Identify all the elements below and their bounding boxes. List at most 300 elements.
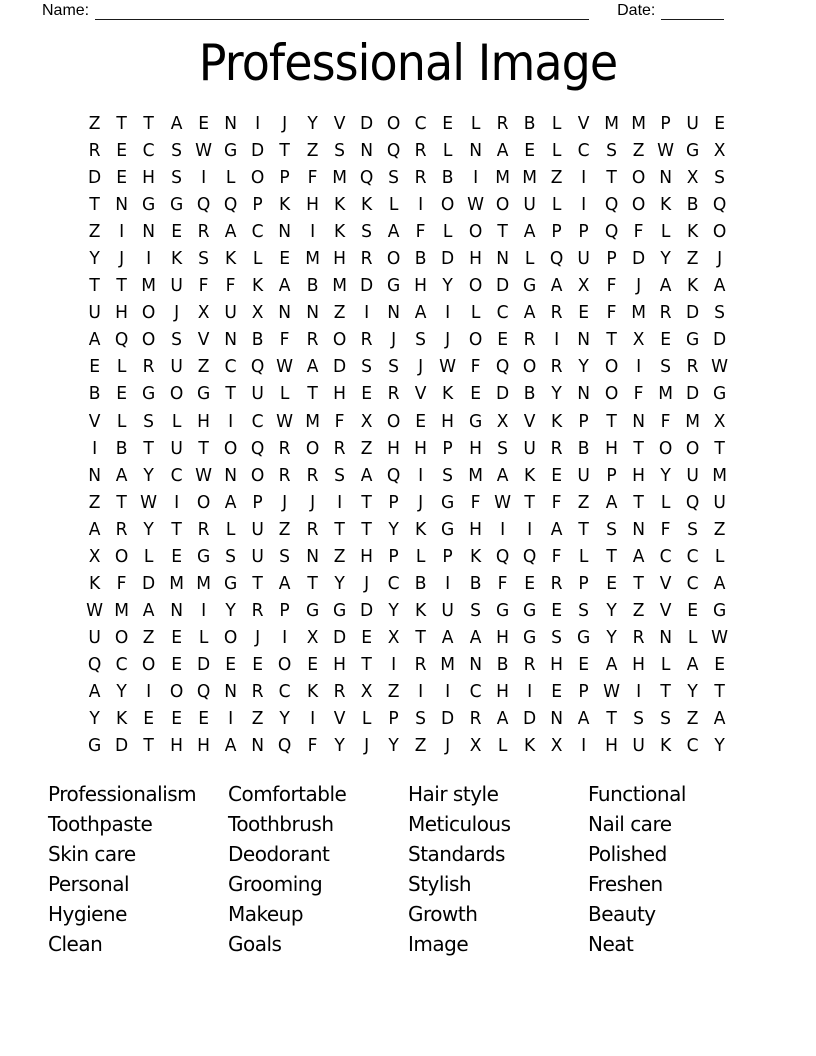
grid-letter: G bbox=[169, 194, 183, 216]
grid-letter: G bbox=[686, 140, 700, 162]
grid-letter: Q bbox=[386, 140, 401, 162]
grid-letter: L bbox=[524, 248, 535, 270]
grid-letter: C bbox=[170, 464, 183, 486]
grid-letter: H bbox=[468, 248, 482, 270]
name-blank-line bbox=[95, 2, 589, 20]
grid-letter: U bbox=[523, 194, 536, 216]
grid-letter: V bbox=[659, 572, 672, 594]
grid-letter: C bbox=[224, 356, 237, 378]
word-list-item: Skin care bbox=[48, 842, 136, 866]
grid-letter: I bbox=[309, 708, 315, 730]
grid-letter: N bbox=[631, 518, 645, 540]
grid-letter: E bbox=[469, 383, 481, 405]
grid-letter: K bbox=[415, 599, 427, 621]
grid-letter: G bbox=[196, 383, 210, 405]
grid-letter: G bbox=[332, 599, 346, 621]
grid-letter: R bbox=[414, 140, 427, 162]
grid-letter: O bbox=[658, 437, 673, 459]
grid-letter: P bbox=[388, 708, 399, 730]
grid-letter: Q bbox=[604, 194, 618, 216]
grid-letter: H bbox=[387, 437, 401, 459]
grid-letter: N bbox=[115, 194, 129, 216]
grid-letter: F bbox=[551, 491, 562, 513]
grid-letter: E bbox=[551, 681, 563, 702]
grid-letter: Z bbox=[686, 248, 699, 270]
grid-letter: E bbox=[578, 302, 590, 324]
grid-letter: G bbox=[468, 410, 482, 432]
grid-letter: J bbox=[391, 329, 397, 351]
grid-letter: A bbox=[632, 545, 645, 567]
grid-letter: D bbox=[686, 302, 700, 324]
grid-letter: R bbox=[360, 329, 373, 351]
grid-letter: R bbox=[632, 626, 645, 648]
grid-letter: R bbox=[550, 302, 563, 324]
grid-letter: I bbox=[445, 681, 451, 702]
puzzle-title: Professional Image bbox=[198, 34, 618, 92]
grid-letter: L bbox=[552, 194, 562, 216]
grid-letter: H bbox=[332, 248, 346, 270]
grid-letter: A bbox=[523, 302, 536, 324]
word-list-item: Goals bbox=[228, 932, 282, 956]
grid-letter: I bbox=[146, 681, 152, 702]
grid-letter: N bbox=[251, 735, 265, 757]
grid-letter: Y bbox=[89, 248, 100, 270]
grid-letter: A bbox=[387, 221, 400, 243]
grid-letter: T bbox=[361, 653, 372, 675]
grid-letter: M bbox=[658, 383, 673, 405]
grid-letter: D bbox=[115, 735, 129, 757]
grid-letter: C bbox=[251, 221, 264, 243]
grid-letter: B bbox=[578, 437, 590, 459]
word-list-column bbox=[228, 779, 406, 959]
grid-letter: Q bbox=[550, 248, 564, 270]
grid-letter: H bbox=[305, 194, 319, 216]
grid-letter: R bbox=[523, 653, 536, 675]
grid-letter: E bbox=[306, 653, 318, 675]
grid-letter: X bbox=[88, 545, 101, 567]
grid-letter: H bbox=[196, 410, 210, 432]
grid-letter: E bbox=[279, 248, 291, 270]
grid-letter: E bbox=[197, 708, 209, 730]
grid-letter: W bbox=[276, 356, 294, 378]
grid-letter: H bbox=[142, 167, 156, 189]
grid-letter: A bbox=[88, 681, 101, 702]
grid-letter: T bbox=[633, 572, 644, 594]
grid-letter: M bbox=[495, 167, 510, 189]
grid-letter: R bbox=[333, 437, 346, 459]
grid-letter: N bbox=[496, 248, 509, 270]
grid-letter: S bbox=[687, 518, 699, 540]
grid-letter: T bbox=[361, 491, 372, 513]
grid-letter: Y bbox=[578, 356, 590, 378]
grid-letter: Q bbox=[115, 329, 129, 351]
name-label: Name: bbox=[42, 2, 90, 19]
grid-letter: M bbox=[603, 113, 619, 135]
grid-letter: L bbox=[252, 248, 263, 270]
grid-letter: E bbox=[605, 572, 617, 594]
worksheet-header bbox=[0, 0, 816, 20]
grid-letter: L bbox=[171, 410, 181, 432]
grid-letter: E bbox=[143, 708, 155, 730]
grid-letter: N bbox=[305, 545, 319, 567]
grid-letter: G bbox=[441, 491, 455, 513]
grid-letter: R bbox=[197, 518, 210, 540]
grid-letter: G bbox=[142, 383, 156, 405]
grid-letter: W bbox=[657, 140, 674, 162]
grid-letter: S bbox=[415, 708, 427, 730]
word-list-item: Beauty bbox=[588, 902, 656, 926]
grid-letter: Z bbox=[387, 681, 400, 702]
grid-letter: F bbox=[116, 572, 127, 594]
grid-letter: W bbox=[86, 599, 104, 621]
grid-letter: H bbox=[495, 681, 509, 702]
grid-letter: D bbox=[523, 708, 537, 730]
grid-letter: Q bbox=[386, 464, 401, 486]
grid-letter: G bbox=[686, 329, 700, 351]
grid-letter: B bbox=[414, 572, 427, 594]
grid-letter: T bbox=[306, 572, 318, 594]
grid-letter: Y bbox=[225, 599, 236, 621]
grid-letter: C bbox=[686, 572, 699, 594]
grid-letter: O bbox=[604, 383, 618, 405]
grid-letter: W bbox=[439, 356, 457, 378]
word-list-item: Makeup bbox=[228, 902, 304, 926]
grid-letter: T bbox=[143, 437, 155, 459]
grid-letter: T bbox=[252, 572, 263, 594]
grid-letter: Q bbox=[495, 545, 510, 567]
grid-letter: L bbox=[416, 545, 426, 567]
grid-letter: S bbox=[496, 437, 508, 459]
grid-letter: F bbox=[551, 545, 562, 567]
grid-letter: N bbox=[224, 464, 237, 486]
grid-letter: S bbox=[442, 464, 454, 486]
grid-letter: X bbox=[496, 410, 509, 432]
grid-letter: N bbox=[577, 383, 591, 405]
grid-letter: U bbox=[88, 302, 101, 324]
grid-letter: N bbox=[224, 329, 237, 351]
grid-letter: Z bbox=[714, 518, 726, 540]
grid-letter: D bbox=[359, 599, 374, 621]
grid-letter: F bbox=[606, 275, 617, 297]
grid-letter: T bbox=[279, 140, 291, 162]
grid-letter: W bbox=[711, 626, 729, 648]
grid-letter: Y bbox=[660, 464, 671, 486]
grid-letter: U bbox=[441, 599, 455, 621]
grid-letter: K bbox=[687, 275, 699, 297]
grid-letter: D bbox=[441, 708, 455, 730]
grid-letter: S bbox=[279, 545, 291, 567]
grid-letter: S bbox=[361, 221, 372, 243]
grid-letter: Y bbox=[388, 518, 399, 540]
grid-letter: E bbox=[170, 221, 182, 243]
grid-letter: O bbox=[250, 464, 265, 486]
grid-letter: A bbox=[496, 708, 509, 730]
grid-letter: K bbox=[279, 194, 291, 216]
grid-letter: Q bbox=[522, 545, 537, 567]
grid-letter: E bbox=[578, 653, 590, 675]
grid-letter: A bbox=[686, 653, 699, 675]
grid-letter: Q bbox=[685, 491, 700, 513]
grid-letter: A bbox=[306, 356, 318, 378]
grid-letter: A bbox=[496, 464, 509, 486]
grid-letter: E bbox=[225, 653, 236, 675]
grid-letter: C bbox=[469, 681, 482, 702]
grid-letter: G bbox=[196, 545, 210, 567]
grid-letter: O bbox=[441, 194, 455, 216]
grid-letter: V bbox=[659, 599, 672, 621]
grid-letter: W bbox=[602, 681, 620, 702]
grid-letter: U bbox=[251, 545, 264, 567]
grid-letter: O bbox=[142, 653, 156, 675]
grid-letter: I bbox=[228, 708, 234, 730]
grid-letter: I bbox=[309, 221, 315, 243]
grid-letter: S bbox=[333, 140, 345, 162]
grid-letter: I bbox=[499, 518, 505, 540]
grid-letter: S bbox=[361, 356, 372, 378]
grid-letter: D bbox=[686, 383, 700, 405]
grid-letter: L bbox=[552, 113, 562, 135]
grid-letter: A bbox=[170, 113, 183, 135]
grid-letter: A bbox=[414, 302, 427, 324]
grid-letter: W bbox=[194, 464, 212, 486]
grid-letter: E bbox=[197, 113, 209, 135]
grid-letter: S bbox=[605, 140, 617, 162]
grid-letter: U bbox=[713, 491, 727, 513]
grid-letter: D bbox=[88, 167, 102, 189]
grid-letter: O bbox=[278, 653, 292, 675]
grid-letter: S bbox=[225, 545, 236, 567]
grid-letter: G bbox=[577, 626, 591, 648]
grid-letter: I bbox=[527, 518, 533, 540]
grid-letter: J bbox=[445, 329, 451, 351]
grid-letter: L bbox=[497, 735, 508, 757]
word-list-item: Image bbox=[408, 932, 469, 956]
grid-letter: S bbox=[714, 167, 726, 189]
grid-letter: U bbox=[88, 626, 101, 648]
grid-letter: A bbox=[496, 140, 509, 162]
grid-letter: O bbox=[223, 626, 238, 648]
grid-letter: E bbox=[714, 653, 726, 675]
grid-letter: J bbox=[173, 302, 179, 324]
grid-letter: R bbox=[278, 437, 291, 459]
grid-letter: N bbox=[142, 221, 156, 243]
grid-letter: S bbox=[333, 464, 345, 486]
grid-letter: H bbox=[468, 518, 482, 540]
word-list-item: Deodorant bbox=[228, 842, 330, 866]
grid-letter: I bbox=[581, 194, 587, 216]
grid-letter: K bbox=[224, 248, 237, 270]
grid-letter: Q bbox=[278, 735, 292, 757]
grid-letter: W bbox=[493, 491, 511, 513]
word-list bbox=[0, 779, 816, 969]
grid-letter: E bbox=[361, 626, 372, 648]
grid-letter: H bbox=[604, 735, 618, 757]
grid-letter: A bbox=[224, 491, 237, 513]
grid-letter: Y bbox=[388, 735, 399, 757]
grid-letter: O bbox=[468, 275, 482, 297]
grid-letter: N bbox=[550, 708, 564, 730]
letter-grid bbox=[81, 110, 734, 759]
grid-letter: K bbox=[523, 735, 536, 757]
grid-letter: T bbox=[605, 329, 617, 351]
grid-letter: N bbox=[88, 464, 101, 486]
grid-letter: S bbox=[388, 167, 400, 189]
grid-letter: K bbox=[116, 708, 128, 730]
grid-letter: F bbox=[606, 302, 617, 324]
grid-letter: Y bbox=[306, 113, 318, 135]
word-list-item: Grooming bbox=[228, 872, 323, 896]
grid-letter: O bbox=[386, 410, 401, 432]
grid-letter: T bbox=[415, 626, 427, 648]
grid-letter: R bbox=[360, 248, 373, 270]
grid-letter: H bbox=[360, 545, 373, 567]
grid-letter: T bbox=[633, 437, 644, 459]
grid-letter: P bbox=[578, 410, 590, 432]
grid-letter: O bbox=[142, 329, 156, 351]
grid-letter: P bbox=[660, 113, 671, 135]
grid-letter: S bbox=[714, 302, 726, 324]
grid-letter: T bbox=[714, 437, 726, 459]
grid-letter: O bbox=[115, 545, 129, 567]
grid-letter: K bbox=[333, 221, 345, 243]
grid-letter: E bbox=[687, 599, 699, 621]
grid-letter: Q bbox=[495, 356, 510, 378]
grid-letter: T bbox=[605, 545, 617, 567]
grid-letter: T bbox=[89, 275, 100, 297]
grid-letter: H bbox=[631, 653, 645, 675]
word-list-column bbox=[588, 779, 766, 959]
grid-letter: G bbox=[142, 194, 156, 216]
grid-letter: V bbox=[333, 708, 346, 730]
grid-letter: U bbox=[577, 248, 591, 270]
grid-letter: B bbox=[686, 194, 699, 216]
grid-letter: T bbox=[225, 383, 236, 405]
grid-letter: A bbox=[714, 708, 726, 730]
grid-letter: C bbox=[577, 140, 590, 162]
grid-letter: P bbox=[279, 167, 291, 189]
grid-letter: V bbox=[333, 113, 346, 135]
grid-letter: T bbox=[714, 681, 726, 702]
grid-letter: I bbox=[635, 681, 641, 702]
grid-letter: N bbox=[305, 302, 319, 324]
grid-letter: U bbox=[632, 735, 645, 757]
grid-letter: L bbox=[117, 410, 127, 432]
grid-letter: O bbox=[332, 329, 347, 351]
grid-letter: M bbox=[467, 464, 483, 486]
grid-letter: E bbox=[551, 464, 563, 486]
grid-letter: J bbox=[255, 626, 261, 648]
grid-letter: E bbox=[497, 329, 508, 351]
grid-letter: E bbox=[170, 653, 182, 675]
grid-letter: J bbox=[282, 113, 288, 135]
grid-letter: R bbox=[251, 681, 264, 702]
grid-letter: N bbox=[224, 113, 237, 135]
grid-letter: O bbox=[196, 491, 211, 513]
grid-letter: I bbox=[173, 491, 179, 513]
grid-letter: H bbox=[332, 653, 346, 675]
grid-letter: Z bbox=[686, 708, 699, 730]
grid-letter: A bbox=[88, 329, 101, 351]
grid-letter: N bbox=[169, 599, 183, 621]
grid-letter: E bbox=[524, 572, 535, 594]
grid-letter: F bbox=[307, 167, 318, 189]
grid-letter: E bbox=[442, 113, 454, 135]
grid-letter: P bbox=[388, 491, 399, 513]
grid-letter: Y bbox=[605, 626, 617, 648]
grid-letter: P bbox=[578, 681, 590, 702]
grid-letter: L bbox=[225, 518, 236, 540]
grid-letter: Y bbox=[660, 248, 671, 270]
grid-letter: T bbox=[660, 681, 671, 702]
grid-letter: R bbox=[143, 356, 155, 378]
grid-letter: C bbox=[251, 410, 264, 432]
grid-letter: I bbox=[255, 113, 261, 135]
word-list-item: Hair style bbox=[408, 782, 499, 806]
grid-letter: Z bbox=[632, 599, 645, 621]
grid-letter: B bbox=[523, 113, 536, 135]
grid-letter: D bbox=[142, 572, 156, 594]
grid-letter: E bbox=[89, 356, 100, 378]
grid-letter: Z bbox=[88, 491, 101, 513]
grid-letter: I bbox=[200, 599, 206, 621]
grid-letter: M bbox=[630, 113, 646, 135]
grid-letter: O bbox=[223, 437, 238, 459]
grid-letter: G bbox=[223, 572, 238, 594]
grid-letter: R bbox=[686, 356, 699, 378]
grid-letter: D bbox=[495, 383, 509, 405]
grid-letter: G bbox=[305, 599, 319, 621]
grid-letter: R bbox=[550, 356, 563, 378]
grid-letter: R bbox=[88, 140, 101, 162]
grid-letter: A bbox=[279, 572, 291, 594]
grid-letter: S bbox=[170, 167, 182, 189]
grid-letter: Y bbox=[279, 708, 291, 730]
grid-letter: I bbox=[554, 329, 560, 351]
grid-letter: K bbox=[360, 194, 373, 216]
grid-letter: Y bbox=[551, 383, 563, 405]
grid-letter: M bbox=[712, 464, 728, 486]
grid-letter: E bbox=[116, 383, 128, 405]
grid-letter: L bbox=[443, 221, 453, 243]
grid-letter: P bbox=[252, 491, 263, 513]
grid-letter: T bbox=[633, 491, 644, 513]
grid-letter: H bbox=[414, 437, 428, 459]
grid-letter: F bbox=[633, 383, 644, 405]
grid-letter: Y bbox=[143, 518, 155, 540]
grid-letter: J bbox=[309, 491, 315, 513]
grid-letter: K bbox=[170, 248, 182, 270]
grid-letter: R bbox=[306, 518, 319, 540]
grid-letter: U bbox=[251, 383, 264, 405]
grid-letter: S bbox=[551, 626, 563, 648]
grid-letter: N bbox=[659, 626, 672, 648]
grid-letter: A bbox=[224, 221, 237, 243]
grid-letter: Y bbox=[89, 708, 100, 730]
grid-letter: M bbox=[630, 302, 646, 324]
grid-letter: G bbox=[87, 735, 102, 757]
grid-letter: Q bbox=[196, 681, 211, 702]
grid-letter: X bbox=[469, 735, 482, 757]
grid-letter: R bbox=[414, 167, 427, 189]
grid-letter: O bbox=[631, 167, 646, 189]
grid-letter: W bbox=[466, 194, 484, 216]
grid-letter: B bbox=[88, 383, 101, 405]
word-list-item: Toothbrush bbox=[228, 812, 334, 836]
grid-letter: F bbox=[198, 275, 209, 297]
grid-letter: E bbox=[252, 653, 264, 675]
grid-letter: J bbox=[363, 735, 369, 757]
grid-letter: I bbox=[200, 167, 206, 189]
